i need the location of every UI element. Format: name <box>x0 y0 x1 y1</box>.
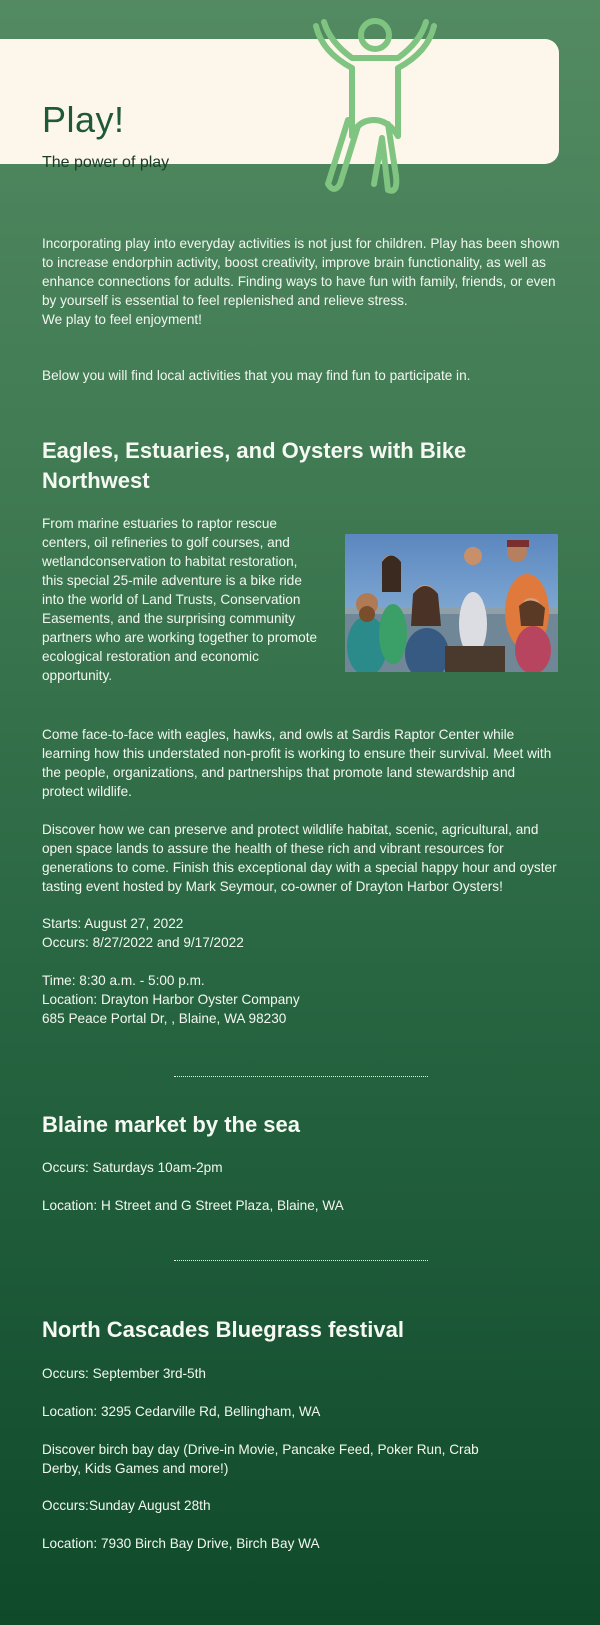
page-title: Play! <box>42 99 125 140</box>
event-dates: Starts: August 27, 2022 Occurs: 8/27/2022 and 9/17/2022 <box>42 916 244 950</box>
hero-banner <box>0 39 559 171</box>
section-divider <box>174 1260 428 1261</box>
section-divider <box>174 1076 428 1077</box>
page-subtitle: The power of play <box>42 154 170 171</box>
event-paragraph-2: Come face-to-face with eagles, hawks, and owls at Sardis Raptor Center while learning how this understated non-profit is working to ensure their survival. Meet with the people, organizations, and partnerships that promote land stewardship and protect wildlife. <box>42 727 552 799</box>
event-description: From marine estuaries to raptor rescue centers, oil refineries to golf courses, and wetlandconservation to habitat restoration, this special 25-mile adventure is a bike ride into the world of Land Trusts, Conservation Easements, and the surprising community partners who are working together to promote ecological restoration and economic opportunity. <box>42 516 318 683</box>
event-paragraph-3: Discover how we can preserve and protect wildlife habitat, scenic, agricultural, and open space lands to assure the health of these rich and vibrant resources for generations to come. Finish this exceptional day with a special happy hour and oyster tasting event hosted by Mark Seymour, co-owner of Drayton Harbor Oysters! <box>42 822 557 894</box>
event-occurs: Occurs: September 3rd-5th <box>42 1366 206 1381</box>
event-location: Location: 3295 Cedarville Rd, Bellingham, WA <box>42 1404 321 1419</box>
event-location: Location: H Street and G Street Plaza, Blaine, WA <box>42 1198 344 1213</box>
person-celebrating-icon <box>300 8 450 194</box>
event-occurs: Occurs:Sunday August 28th <box>42 1498 211 1513</box>
event-title: Blaine market by the sea <box>42 1112 301 1137</box>
birch-bay-description: Discover birch bay day (Drive-in Movie, Pancake Feed, Poker Run, Crab Derby, Kids Games and more!) <box>42 1442 479 1476</box>
event-title: North Cascades Bluegrass festival <box>42 1317 404 1342</box>
event-group-photo <box>345 534 558 672</box>
event-time-location: Time: 8:30 a.m. - 5:00 p.m. Location: Drayton Harbor Oyster Company 685 Peace Portal Dr, , Blaine, WA 98230 <box>42 973 300 1026</box>
event-location: Location: 7930 Birch Bay Drive, Birch Bay WA <box>42 1536 320 1551</box>
event-title: Eagles, Estuaries, and Oysters with Bike Northwest <box>42 438 467 493</box>
intro-below: Below you will find local activities that you may find fun to participate in. <box>42 368 471 383</box>
intro-paragraph: Incorporating play into everyday activities is not just for children. Play has been shown to increase endorphin activity, boost creativity, improve brain functionality, as well as enhance connections for adults. Finding ways to have fun with family, friends, or even by yourself is essential to feel replenished and relieve stress. We play to feel enjoyment! <box>42 236 560 327</box>
event-occurs: Occurs: Saturdays 10am-2pm <box>42 1160 223 1175</box>
